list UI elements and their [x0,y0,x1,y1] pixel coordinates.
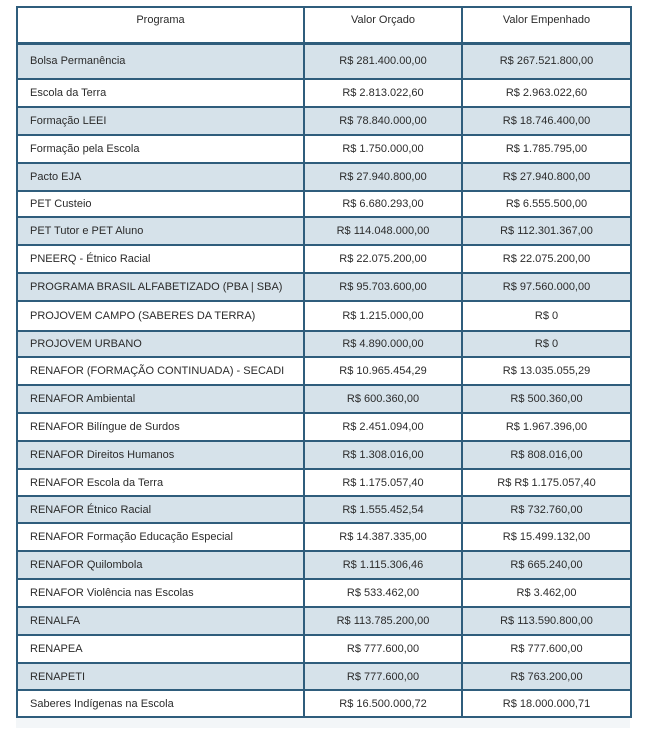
cell-valor-orcado: R$ 14.387.335,00 [304,523,462,551]
table-bottom-strip [16,718,630,728]
budget-table-container [16,6,630,728]
cell-valor-empenhado: R$ 267.521.800,00 [462,43,631,79]
cell-valor-empenhado: R$ 808.016,00 [462,441,631,469]
cell-valor-orcado: R$ 1.308.016,00 [304,441,462,469]
cell-valor-empenhado: R$ 18.746.400,00 [462,107,631,135]
table-header-row [17,7,631,43]
cell-valor-orcado: R$ 113.785.200,00 [304,607,462,635]
table-body [17,43,631,717]
cell-programa: RENAFOR Violência nas Escolas [17,579,304,607]
table-row [17,607,631,635]
table-row [17,496,631,523]
cell-programa: RENAFOR Bilíngue de Surdos [17,413,304,441]
cell-valor-empenhado: R$ 0 [462,331,631,357]
table-row [17,385,631,413]
cell-programa: Formação pela Escola [17,135,304,163]
cell-valor-orcado: R$ 281.400.00,00 [304,43,462,79]
cell-programa: RENALFA [17,607,304,635]
cell-programa: RENAFOR Étnico Racial [17,496,304,523]
cell-programa: PET Tutor e PET Aluno [17,217,304,245]
cell-valor-empenhado: R$ 732.760,00 [462,496,631,523]
table-row [17,273,631,301]
header-programa: Programa [17,7,304,43]
cell-valor-orcado: R$ 1.175.057,40 [304,469,462,496]
cell-programa: RENAFOR Formação Educação Especial [17,523,304,551]
table-row [17,357,631,385]
table-row [17,690,631,717]
cell-valor-empenhado: R$ 1.785.795,00 [462,135,631,163]
table-row [17,331,631,357]
table-row [17,163,631,191]
table-row [17,441,631,469]
cell-valor-orcado: R$ 95.703.600,00 [304,273,462,301]
cell-programa: PROJOVEM URBANO [17,331,304,357]
cell-valor-empenhado: R$ 15.499.132,00 [462,523,631,551]
cell-valor-orcado: R$ 27.940.800,00 [304,163,462,191]
table-row [17,135,631,163]
cell-programa: Escola da Terra [17,79,304,107]
cell-valor-orcado: R$ 22.075.200,00 [304,245,462,273]
cell-valor-orcado: R$ 533.462,00 [304,579,462,607]
cell-programa: RENAPEA [17,635,304,663]
cell-programa: RENAFOR (FORMAÇÃO CONTINUADA) - SECADI [17,357,304,385]
cell-valor-empenhado: R$ 777.600,00 [462,635,631,663]
table-row [17,217,631,245]
cell-valor-orcado: R$ 777.600,00 [304,663,462,690]
cell-valor-empenhado: R$ 665.240,00 [462,551,631,579]
cell-programa: RENAFOR Escola da Terra [17,469,304,496]
cell-programa: PROJOVEM CAMPO (SABERES DA TERRA) [17,301,304,331]
cell-valor-empenhado: R$ 18.000.000,71 [462,690,631,717]
cell-valor-orcado: R$ 78.840.000,00 [304,107,462,135]
cell-valor-orcado: R$ 600.360,00 [304,385,462,413]
cell-programa: RENAPETI [17,663,304,690]
cell-valor-empenhado: R$ 0 [462,301,631,331]
cell-valor-orcado: R$ 2.813.022,60 [304,79,462,107]
cell-programa: RENAFOR Ambiental [17,385,304,413]
table-row [17,413,631,441]
table-row [17,635,631,663]
table-row [17,663,631,690]
cell-valor-orcado: R$ 10.965.454,29 [304,357,462,385]
cell-valor-empenhado: R$ 3.462,00 [462,579,631,607]
table-row [17,579,631,607]
cell-valor-empenhado: R$ 1.967.396,00 [462,413,631,441]
cell-valor-empenhado: R$ 13.035.055,29 [462,357,631,385]
cell-valor-orcado: R$ 777.600,00 [304,635,462,663]
cell-programa: RENAFOR Direitos Humanos [17,441,304,469]
cell-valor-empenhado: R$ 112.301.367,00 [462,217,631,245]
cell-valor-orcado: R$ 4.890.000,00 [304,331,462,357]
cell-valor-orcado: R$ 16.500.000,72 [304,690,462,717]
table-row [17,551,631,579]
cell-valor-empenhado: R$ 2.963.022,60 [462,79,631,107]
cell-programa: PET Custeio [17,191,304,217]
table-row [17,245,631,273]
cell-valor-empenhado: R$ 97.560.000,00 [462,273,631,301]
cell-programa: Pacto EJA [17,163,304,191]
cell-valor-orcado: R$ 1.555.452,54 [304,496,462,523]
cell-valor-orcado: R$ 1.115.306,46 [304,551,462,579]
table-row [17,469,631,496]
cell-programa: Formação LEEI [17,107,304,135]
cell-valor-orcado: R$ 114.048.000,00 [304,217,462,245]
table-row [17,301,631,331]
cell-valor-empenhado: R$ 22.075.200,00 [462,245,631,273]
cell-valor-orcado: R$ 1.750.000,00 [304,135,462,163]
cell-valor-empenhado: R$ 27.940.800,00 [462,163,631,191]
cell-valor-empenhado: R$ 763.200,00 [462,663,631,690]
cell-programa: Saberes Indígenas na Escola [17,690,304,717]
budget-table [16,6,632,718]
cell-programa: PNEERQ - Étnico Racial [17,245,304,273]
table-row [17,79,631,107]
cell-valor-orcado: R$ 2.451.094,00 [304,413,462,441]
cell-valor-empenhado: R$ 500.360,00 [462,385,631,413]
cell-valor-empenhado: R$ 6.555.500,00 [462,191,631,217]
header-valor-orcado: Valor Orçado [304,7,462,43]
table-row [17,43,631,79]
cell-valor-orcado: R$ 6.680.293,00 [304,191,462,217]
cell-valor-orcado: R$ 1.215.000,00 [304,301,462,331]
cell-valor-empenhado: R$ R$ 1.175.057,40 [462,469,631,496]
table-row [17,523,631,551]
cell-programa: Bolsa Permanência [17,43,304,79]
header-valor-empenhado: Valor Empenhado [462,7,631,43]
cell-programa: PROGRAMA BRASIL ALFABETIZADO (PBA | SBA) [17,273,304,301]
cell-programa: RENAFOR Quilombola [17,551,304,579]
table-row [17,107,631,135]
table-row [17,191,631,217]
cell-valor-empenhado: R$ 113.590.800,00 [462,607,631,635]
